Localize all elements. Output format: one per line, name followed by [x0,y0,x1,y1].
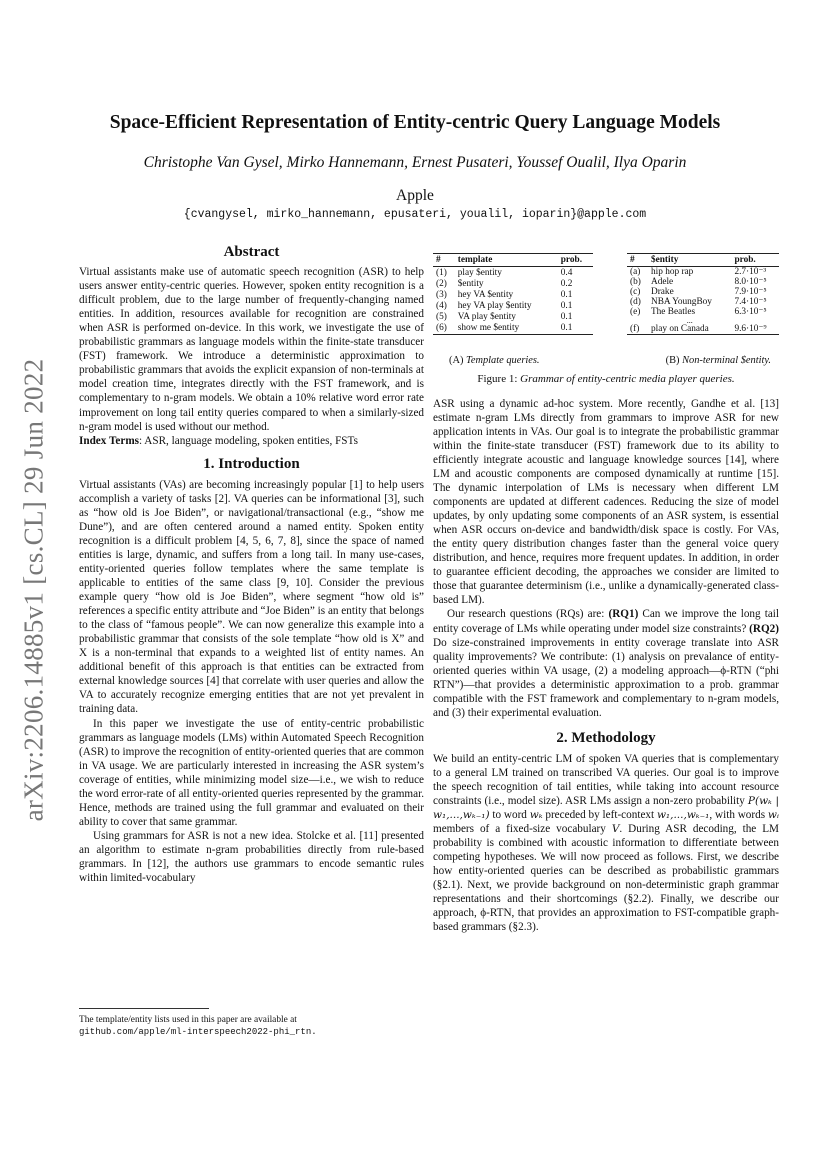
text-run: preceded by left-context [542,809,657,822]
left-column [79,245,424,885]
research-questions-paragraph [433,607,779,719]
subcaption-a-text: Template queries. [466,354,540,366]
text-run: Do size-constrained improvements in entity coverage translate into ASR quality improvements? We contribute: (1) analysis on prevalance of entity-oriented queries within VA usage, (2) a modeling approach—ϕ-RTN (“phi RTN”)—that provides a deterministic approximation to a prob. grammar compatible with the FST framework and complementary to n-gram models, and (3) their experimental evaluation. [433,636,779,719]
table-cell: play $entity [457,267,502,278]
subcaption-b-label: (B) [665,354,683,366]
table-row [627,267,779,278]
table-row [627,277,779,287]
text-run: . During ASR decoding, the LM probability is combined with acoustic information to differentiate between competing hypotheses. We will now proceed as follows. First, we describe how entity-oriented queries can be described as probabilistic grammars (§2.1). Next, we provide background on non-deterministic graph grammar representations and their shortcomings (§2.2). Finally, we describe our approach, ϕ-RTN, that provides an approximation to FST-compatible graph-based grammars (§2.3). [433,823,779,934]
footnote [79,1008,424,1038]
intro-paragraph-2: In this paper we investigate the use of entity-centric probabilistic grammars as language models (LMs) within Automated Speech Recognition (ASR) to improve the recognition of entity-oriented queries that are common in VA usage. We are particularly interested in increasing the ASR system’s coverage of entities, while minimizing model size—i.e., we wish to reduce the word error-rate of all entity-oriented queries represented by the grammar. Hence, methods are trained using the full grammar and evaluated on their ability to cover that same grammar. [79,717,424,828]
table-cell: (2) [436,278,447,289]
table-row [433,267,593,279]
table-cell: 6.3·10⁻⁵ [734,307,767,318]
table-cell: (3) [436,289,447,300]
table-cell: 0.1 [560,289,573,300]
subcaption-b-text: Non-terminal $entity. [682,354,771,366]
text-run: Can we improve the long tail entity coverage of LMs while operating under model size constraints? [433,608,779,635]
text-run: Our research questions (RQs) are: [447,608,609,621]
table-cell: (e) [630,307,641,318]
table-cell: 2.7·10⁻³ [734,267,767,278]
figure-tables [433,253,779,335]
table-cell: 0.1 [560,300,573,311]
paper-title: Space-Efficient Representation of Entity-centric Query Language Models [109,112,721,133]
author-emails: {cvangysel, mirko_hannemann, epusateri, youalil, ioparin}@apple.com [183,208,647,221]
methodology-paragraph [433,752,779,935]
column-header: prob. [734,255,756,265]
subcaption-a [449,354,540,368]
table-cell: (1) [436,267,447,278]
table-cell: hip hop rap [650,267,694,278]
table-row [627,287,779,297]
table-cell: hey VA play $entity [457,300,532,311]
table-cell: 9.6·10⁻⁹ [734,323,767,334]
table-cell: (a) [630,267,641,278]
text-run: , with words [709,809,768,822]
arxiv-side-stamp [14,330,54,850]
table-cell: show me $entity [457,323,520,334]
table-cell: The Beatles [650,307,696,318]
intro-paragraph-1: Virtual assistants (VAs) are becoming increasingly popular [1] to help users accomplish a variety of tasks [2]. VA queries can be informational [3], such as “how old is Joe Biden”, or navigational/transactional (e.g., “show me Dune”), and are often centered around a named entity. Spoken entity recognition is a difficult problem [4, 5, 6, 7, 8], since the space of named entities is large, dynamic, and suffers from a long tail. In many use-cases, entity-oriented queries follow templates where the same template is applicable to entities of the same class [9, 10]. Consider the previous example query “how old is Joe Biden”, where segment “how old is” references a specific entity attribute and “Joe Biden” is an entity that belongs to the class of “famous people”. We can now generalize this example into a probabilistic grammar that consists of the sole template “how old is X” and X is a non-terminal that expands to a weighted list of entity names. An additional benefit of this approach is that entities can be extracted from external knowledge sources [4] that correlate with user queries and allow the VA to accurately recognize emerging entities that are not yet prevalent in training data. [79,478,424,716]
index-terms-text: : ASR, language modeling, spoken entities, FSTs [139,434,358,447]
abstract-body: Virtual assistants make use of automatic speech recognition (ASR) to help users answer entity-centric queries. However, spoken entity recognition is a difficult problem, due to the large number of frequently-changing named entities. In addition, resources available for recognition are constrained when ASR is performed on-device. In this work, we investigate the use of probabilistic grammars as language models within the finite-state transducer (FST) framework. We introduce a deterministic approximation to probabilistic grammars that avoids the explicit expansion of non-terminals at model creation time, integrates directly with the FST framework, and is complementary to n-gram models. We obtain a 10% relative word error rate improvement on long tail entity queries compared to when a similarly-sized n-gram model is used without our method. [79,266,424,433]
table-cell: NBA YoungBoy [650,297,712,308]
template-queries-table [433,253,593,335]
table-cell: play on Canada [650,323,709,334]
index-terms [79,434,424,448]
table-cell: Adele [650,277,674,288]
intro-paragraph-3: Using grammars for ASR is not a new idea. Stolcke et al. [11] presented an algorithm to estimate n-gram probabilities directly from rule-based grammars. In [12], the authors use grammars to encode semantic rules within limited-vocabulary [79,829,424,885]
column-header: # [630,255,635,265]
methodology-heading: 2. Methodology [556,729,656,746]
table-header-row [627,254,779,267]
column-header: # [436,255,441,265]
table-row [433,289,593,300]
footnote-rule [79,1008,209,1009]
table-cell: 7.4·10⁻⁵ [734,297,767,308]
text-run: to word [489,809,530,822]
footnote-url[interactable]: github.com/apple/ml-interspeech2022-phi_rtn. [79,1027,317,1037]
table-row [433,322,593,334]
ellipsis: ... [686,315,693,325]
arxiv-identifier: arXiv:2206.14885v1 [cs.CL] 29 Jun 2022 [18,358,49,822]
text-run: We build an entity-centric LM of spoken VA queries that is complementary to a general LM trained on transcribed VA queries. Our goal is to improve the speech recognition of tail entities, while taking into account resource constraints (i.e., model size). ASR LMs assign a non-zero probability [433,752,779,808]
figure-caption-label: Figure 1: [477,372,521,385]
author-list: Christophe Van Gysel, Mirko Hannemann, Ernest Pusateri, Youssef Oualil, Ilya Oparin [143,154,687,171]
column-header: prob. [560,255,583,265]
table-cell: hey VA $entity [457,289,514,300]
rq2-label: (RQ2) [749,622,779,635]
table-cell: Drake [650,287,674,298]
index-terms-label: Index Terms [79,434,139,447]
math-wk: wₖ [529,809,543,822]
table-header-row [433,254,593,267]
table-cell: 7.9·10⁻⁵ [734,287,767,298]
table-row [627,297,779,307]
figure-1 [433,253,779,386]
math-wi: wᵢ [767,809,779,822]
table-row [433,311,593,322]
figure-caption [433,372,779,386]
table-cell: (f) [630,323,640,334]
rq1-label: (RQ1) [608,608,639,621]
table-cell: 0.1 [560,323,573,334]
table-row [433,300,593,311]
affiliation: Apple [396,187,434,204]
table-cell: $entity [457,278,484,289]
math-probability: P(wₖ | w₁,...,wₖ₋₁) [433,795,779,822]
figure-caption-text: Grammar of entity-centric media player queries. [520,372,735,385]
subcaption-b [666,354,771,368]
column-header: $entity [650,255,679,265]
math-vocabulary: V [611,823,620,836]
table-cell: (b) [630,277,641,288]
table-cell: (4) [436,300,447,311]
table-cell: 0.4 [560,267,573,278]
text-run: members of a fixed-size vocabulary [433,823,612,836]
table-cell: (d) [630,297,641,308]
table-row [433,278,593,289]
figure-subcaptions [433,354,779,368]
table-cell: 8.0·10⁻⁵ [734,277,767,288]
table-cell: VA play $entity [457,311,516,322]
table-cell: (c) [630,287,641,298]
entity-table [627,253,779,335]
math-context: w₁,...,wₖ₋₁ [656,809,710,822]
right-column [433,253,779,934]
abstract-heading: Abstract [223,244,280,260]
right-paragraph-1: ASR using a dynamic ad-hoc system. More recently, Gandhe et al. [13] estimate n-gram LMs directly from grammars to improve ASR for new application intents in VAs. Our goal is to integrate the probabilistic grammar within the finite-state transducer (FST) framework due to its ability to efficiently integrate acoustic and language knowledge sources [14], where LM and acoustic components are composed dynamically at runtime [15]. The dynamic interpolation of LMs is necessary when different LM components are updated at different cadences. Reducing the size of model updates, by only updating some components of an ASR system, is essential when ASR occurs on-device and bandwidth/disk space is costly. For VAs, the entity query distribution changes faster than the general voice query distribution, and hence, requires more frequent updates. In addition, in order to guarantee efficient decoding, the approaches we consider are limited to those that guarantee determinism (i.e., unlike a dynamically-generated class-based LM). [433,397,779,607]
table-cell: 0.1 [560,311,573,322]
footnote-text: The template/entity lists used in this paper are available at [79,1015,297,1025]
table-cell: 0.2 [560,278,573,289]
subcaption-a-label: (A) [449,354,467,366]
table-row [627,307,779,317]
column-header: template [457,255,493,265]
table-row [627,324,779,335]
table-cell: (6) [436,323,447,334]
table-cell: (5) [436,311,447,322]
intro-heading: 1. Introduction [203,455,300,472]
